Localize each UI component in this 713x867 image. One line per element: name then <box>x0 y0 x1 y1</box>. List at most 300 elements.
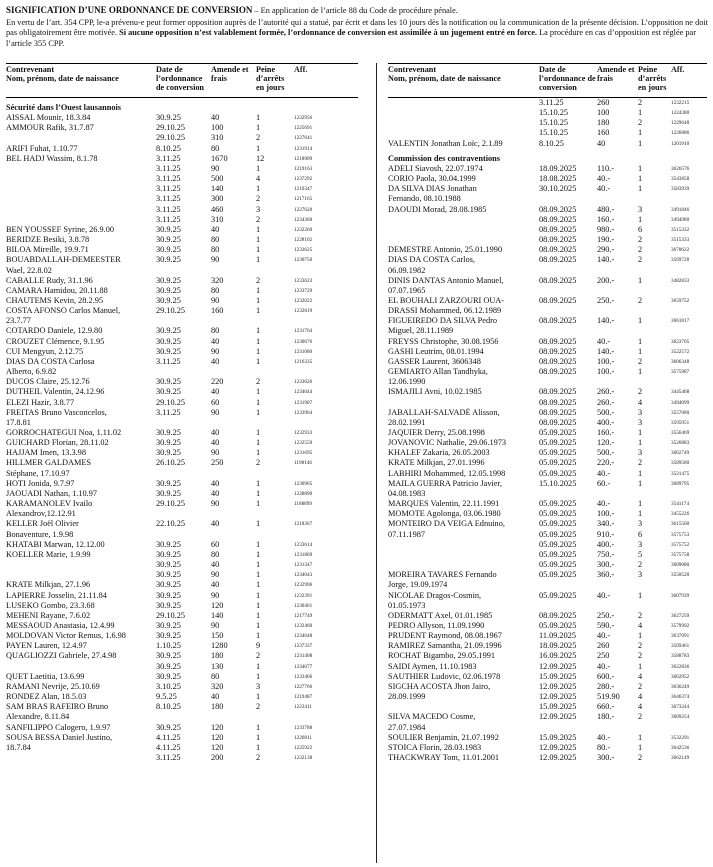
fine-amount: 280.- <box>597 681 615 691</box>
fine-amount: 80 <box>211 549 220 559</box>
detention-days: 1 <box>256 610 261 620</box>
offender-name: Stéphane, 17.10.97 <box>6 468 70 478</box>
detention-days: 1 <box>638 661 643 671</box>
table-row <box>388 98 707 108</box>
case-number: 3445468 <box>671 389 690 396</box>
fine-amount: 140.- <box>597 346 615 356</box>
table-row <box>388 108 707 118</box>
order-date: 05.09.2025 <box>539 428 577 437</box>
table-row <box>388 326 707 336</box>
offender-name: RAMANI Nevrije, 25.10.69 <box>6 681 100 691</box>
offender-name: KHATABI Marwan, 12.12.00 <box>6 539 105 549</box>
left-column <box>6 63 358 763</box>
table-row <box>6 702 358 712</box>
table-row <box>6 306 358 316</box>
detention-days: 1 <box>256 499 261 509</box>
table-row <box>6 347 358 357</box>
offender-name: CABALLE Rudy, 31.1.96 <box>6 275 93 285</box>
order-date: 08.09.2025 <box>539 387 577 397</box>
detention-days: 2 <box>256 194 261 204</box>
table-row <box>6 743 358 753</box>
detention-days <box>253 367 294 377</box>
detention-days <box>635 601 671 611</box>
offender-name: HAJJAM Imen, 13.3.98 <box>6 448 86 458</box>
detention-days: 2 <box>256 753 261 762</box>
order-date: 30.9.25 <box>156 224 181 234</box>
order-date: 15.09.2025 <box>539 702 577 712</box>
table-row <box>388 540 707 550</box>
offender-name: DAOUDI Morad, 28.08.1985 <box>388 204 487 214</box>
order-date: 05.09.2025 <box>539 539 577 549</box>
fine-amount <box>597 326 635 336</box>
offender-name: KRATE Milkjan, 27.01.1996 <box>388 458 485 468</box>
offender-name: Jorge, 19.09.1974 <box>388 580 448 590</box>
detention-days: 1 <box>256 438 261 448</box>
case-number: 3609254 <box>671 714 690 721</box>
fine-amount: 250 <box>597 651 610 661</box>
case-number: 1232022 <box>294 297 313 304</box>
case-number: 1233623 <box>294 277 313 284</box>
left-rows <box>6 98 358 763</box>
detention-days: 1 <box>638 631 643 641</box>
order-date: 29.10.25 <box>156 397 186 407</box>
order-date: 4.11.25 <box>156 742 181 752</box>
order-date: 30.9.25 <box>156 428 181 437</box>
table-row <box>6 560 358 570</box>
case-number: 3637091 <box>671 633 690 640</box>
notice-header <box>6 5 708 49</box>
table-row <box>388 692 707 702</box>
fine-amount: 310 <box>211 133 224 143</box>
table-row <box>388 479 707 489</box>
case-number: 1232215 <box>671 100 690 106</box>
case-number: 1232819 <box>294 308 313 315</box>
table-row <box>6 651 358 661</box>
table-row <box>6 398 358 408</box>
fine-amount: 519.90 <box>597 692 620 702</box>
offender-name: DINIS DANTAS Antonio Manuel, <box>388 275 504 285</box>
case-number: 3673244 <box>671 704 690 711</box>
detention-days: 1 <box>256 143 261 153</box>
table-row <box>388 128 707 138</box>
table-row <box>6 255 358 265</box>
detention-days: 6 <box>638 529 643 539</box>
detention-days: 1 <box>638 346 643 356</box>
case-number: 3579992 <box>671 622 690 629</box>
offender-name <box>6 570 156 580</box>
order-date: 05.09.2025 <box>539 529 577 539</box>
offender-name: DRASSI Mohammed, 06.12.1989 <box>388 306 502 316</box>
case-number: 1227620 <box>294 206 313 213</box>
order-date: 08.09.2025 <box>539 224 577 234</box>
detention-days: 1 <box>256 620 261 630</box>
fine-amount: 40 <box>211 488 220 498</box>
table-row <box>6 479 358 489</box>
fine-amount: 90 <box>211 346 220 356</box>
table-row <box>388 611 707 621</box>
offender-name: FREYSS Christophe, 30.08.1956 <box>388 336 499 346</box>
detention-days: 4 <box>638 702 643 712</box>
table-row <box>388 743 707 753</box>
fine-amount: 180 <box>211 651 224 661</box>
detention-days <box>635 580 671 590</box>
fine-amount: 250.- <box>597 295 615 305</box>
offender-name <box>6 215 156 225</box>
fine-amount: 750.- <box>597 549 615 559</box>
detention-days <box>253 530 294 540</box>
notice-title-suffix: – En application de l’article 88 du Code de procédure pénale. <box>252 6 458 15</box>
offender-name <box>388 398 539 408</box>
order-date: 15.09.2025 <box>539 671 577 681</box>
case-number: 1230905 <box>294 480 313 487</box>
case-number <box>294 509 354 519</box>
detention-days: 1 <box>256 235 261 245</box>
offender-name: MOLDOVAN Victor Remus, 1.6.98 <box>6 631 126 641</box>
offender-name: SANFILIPPO Calogero, 1.9.97 <box>6 722 111 732</box>
table-row <box>388 580 707 590</box>
fine-amount <box>211 316 253 326</box>
detention-days <box>253 418 294 428</box>
order-date: 30.9.25 <box>156 560 181 570</box>
offender-name: DUCOS Claire, 25.12.76 <box>6 377 90 387</box>
detention-days: 4 <box>638 692 643 702</box>
offender-name: EL BOUHALI ZARZOURI OUA- <box>388 295 505 305</box>
detention-days: 1 <box>638 128 643 138</box>
fine-amount: 160 <box>597 128 610 138</box>
fine-amount: 100 <box>211 123 224 133</box>
detention-days: 1 <box>256 549 261 559</box>
case-number: 3557080 <box>671 409 690 416</box>
case-number: 1233625 <box>294 247 313 254</box>
case-number: 3522572 <box>671 348 690 355</box>
order-date: 30.9.25 <box>156 671 181 681</box>
detention-days: 2 <box>256 377 261 387</box>
case-number: 1233614 <box>294 541 313 548</box>
offender-name: BOUABDALLAH-DEMEESTER <box>6 255 121 265</box>
case-number: 1233466 <box>294 673 313 680</box>
offender-name: 23.7.77 <box>6 316 31 326</box>
order-date: 29.10.25 <box>156 499 186 509</box>
offender-name: RONDEZ Alan, 18.5.03 <box>6 692 87 702</box>
order-date: 15.10.25 <box>539 128 569 138</box>
offender-name: DUTHEIL Valentin, 24.12.96 <box>6 387 105 397</box>
section-heading: Sécurité dans l’Ouest lausannois <box>6 103 122 112</box>
order-date: 08.09.2025 <box>539 214 577 224</box>
detention-days: 1 <box>256 326 261 336</box>
order-date: 08.09.2025 <box>539 610 577 620</box>
table-row <box>388 194 707 204</box>
offender-name: 17.8.81 <box>6 417 31 427</box>
fine-amount: 40 <box>211 478 220 488</box>
offender-name: KHALEF Zakaria, 26.05.2003 <box>388 448 490 458</box>
order-date <box>539 377 597 387</box>
case-number <box>671 601 707 611</box>
fine-amount <box>597 601 635 611</box>
offender-name: MEHENI Rayane, 7.6.02 <box>6 610 91 620</box>
table-row <box>6 438 358 448</box>
fine-amount: 40.- <box>597 184 611 194</box>
case-number <box>294 316 354 326</box>
offender-name: KARAMANOLEV Ivailo <box>6 499 93 509</box>
right-rows <box>388 98 707 763</box>
fine-amount: 320 <box>211 275 224 285</box>
table-row <box>6 235 358 245</box>
case-number: 1218909 <box>294 155 313 162</box>
order-date: 05.09.2025 <box>539 499 577 509</box>
table-row <box>388 631 707 641</box>
order-date: 30.9.25 <box>156 235 181 245</box>
order-date <box>156 418 211 428</box>
offender-name <box>6 194 156 204</box>
case-number: 3575753 <box>671 531 690 538</box>
order-date: 3.11.25 <box>156 194 181 204</box>
detention-days: 2 <box>638 753 643 762</box>
case-number: 1232260 <box>294 226 313 233</box>
detention-days: 1 <box>638 367 643 377</box>
offender-name: AISSAL Mounir, 18.3.84 <box>6 113 91 123</box>
order-date: 22.10.25 <box>156 519 186 529</box>
detention-days <box>635 489 671 499</box>
offender-name: SIGCHA ACOSTA Jhon Jairo, <box>388 681 491 691</box>
case-number: 1219163 <box>294 165 313 172</box>
order-date: 08.09.2025 <box>539 407 577 417</box>
fine-amount: 140 <box>211 184 224 194</box>
fine-amount: 90 <box>211 620 220 630</box>
order-date: 05.09.2025 <box>539 590 577 600</box>
case-number: 3662749 <box>671 450 690 457</box>
order-date: 12.09.2025 <box>539 692 577 702</box>
offender-name: BERIDZE Besiki, 3.8.78 <box>6 235 90 245</box>
offender-name: ODERMATT Axel, 01.01.1985 <box>388 610 493 620</box>
col-name-header: Contrevenant Nom, prénom, date de naissance <box>6 65 119 84</box>
case-number: 3589580 <box>671 460 690 467</box>
table-row <box>6 276 358 286</box>
table-row <box>388 641 707 651</box>
fine-amount <box>597 266 635 276</box>
table-row <box>6 540 358 550</box>
offender-name: ROCHAT Bigambo, 29.05.1991 <box>388 651 496 661</box>
offender-name <box>6 205 156 215</box>
fine-amount: 290.- <box>597 245 615 255</box>
fine-amount: 120.- <box>597 438 615 448</box>
offender-name <box>388 128 539 138</box>
case-number: 1234648 <box>294 633 313 640</box>
detention-days <box>253 316 294 326</box>
fine-amount: 260 <box>597 641 610 651</box>
case-number: 3595951 <box>671 419 690 426</box>
offender-name: BEL HADJ Wassim, 8.1.78 <box>6 153 98 163</box>
offender-name: 07.07.1965 <box>388 285 426 295</box>
case-number: 1225691 <box>294 125 313 132</box>
order-date: 12.09.2025 <box>539 742 577 752</box>
case-number: 1233964 <box>294 409 313 416</box>
fine-amount: 1670 <box>211 153 228 163</box>
fine-amount: 120 <box>211 732 224 742</box>
offender-name: Fernando, 08.10.1988 <box>388 194 461 204</box>
case-number: 1231695 <box>294 450 313 457</box>
order-date: 30.9.25 <box>156 620 181 630</box>
table-row <box>388 225 707 235</box>
offender-name: Miguel, 28.11.1989 <box>388 326 454 336</box>
order-date <box>539 194 597 204</box>
offender-name: 27.07.1984 <box>388 722 426 732</box>
fine-amount: 80 <box>211 245 220 255</box>
case-number: 1229648 <box>671 120 690 127</box>
table-row <box>388 662 707 672</box>
detention-days: 2 <box>638 560 643 570</box>
order-date: 29.10.25 <box>156 133 186 143</box>
detention-days: 1 <box>256 255 261 265</box>
detention-days <box>635 723 671 733</box>
case-number: 1210347 <box>294 186 313 193</box>
col-date-header: Date de l’ordonnance de conversion <box>156 65 204 93</box>
detention-days: 1 <box>638 438 643 448</box>
detention-days: 2 <box>256 651 261 661</box>
fine-amount: 40.- <box>597 499 611 509</box>
table-row <box>388 672 707 682</box>
detention-days: 1 <box>256 448 261 458</box>
fine-amount: 40 <box>211 692 220 702</box>
fine-amount: 120 <box>211 600 224 610</box>
fine-amount: 300 <box>211 194 224 204</box>
offender-name: PEDRO Allyson, 11.09.1990 <box>388 620 485 630</box>
offender-name: GEMIARTO Allan Tandhyka, <box>388 367 488 377</box>
table-row <box>6 113 358 123</box>
detention-days: 1 <box>256 570 261 580</box>
case-number: 1231869 <box>294 551 313 558</box>
fine-amount: 40 <box>211 438 220 448</box>
offender-name <box>6 174 156 184</box>
table-row <box>6 692 358 702</box>
table-row <box>6 194 358 204</box>
order-date: 30.9.25 <box>156 651 181 661</box>
order-date: 30.9.25 <box>156 285 181 295</box>
offender-name <box>388 560 539 570</box>
table-row <box>6 601 358 611</box>
detention-days: 1 <box>638 478 643 488</box>
case-number: 3556469 <box>671 430 690 436</box>
order-date: 30.9.25 <box>156 549 181 559</box>
case-number: 3575987 <box>671 369 690 376</box>
detention-days: 1 <box>256 742 261 752</box>
detention-days: 1 <box>256 397 261 407</box>
order-date: 3.10.25 <box>156 681 181 691</box>
order-date: 08.09.2025 <box>539 235 577 245</box>
table-row <box>6 723 358 733</box>
order-date: 29.10.25 <box>156 123 186 133</box>
detention-days: 3 <box>638 570 643 580</box>
fine-amount: 40 <box>211 356 220 366</box>
detention-days: 1 <box>256 732 261 742</box>
table-row <box>388 215 707 225</box>
offender-name: ISMAJILI Avni, 10.02.1985 <box>388 387 482 397</box>
order-date: 18.09.2025 <box>539 641 577 651</box>
order-date <box>539 723 597 733</box>
table-row <box>388 550 707 560</box>
detention-days: 2 <box>638 295 643 305</box>
right-column <box>388 63 707 763</box>
order-date <box>156 712 211 722</box>
offender-name: CAMARA Hamidou, 20.11.88 <box>6 285 108 295</box>
offender-name: SAIDI Aymen, 11.10.1983 <box>388 661 477 671</box>
order-date: 05.09.2025 <box>539 438 577 448</box>
order-date <box>156 469 211 479</box>
case-number: 3550520 <box>671 572 690 579</box>
offender-name <box>6 753 156 763</box>
detention-days: 1 <box>256 295 261 305</box>
detention-days <box>635 306 671 316</box>
detention-days: 1 <box>638 138 643 148</box>
fine-amount: 160 <box>211 306 224 316</box>
case-number: 1231080 <box>294 348 313 355</box>
case-number: 1232391 <box>294 592 313 599</box>
detention-days <box>253 266 294 276</box>
fine-amount: 80.- <box>597 742 611 752</box>
fine-amount: 60 <box>211 397 220 407</box>
detention-days: 1 <box>256 590 261 600</box>
table-row <box>388 255 707 265</box>
order-date: 3.11.25 <box>156 153 181 163</box>
fine-amount <box>597 286 635 296</box>
offender-name: SAM BRAS RAFEIRO Bruno <box>6 702 109 712</box>
table-row <box>6 641 358 651</box>
detention-days <box>635 377 671 387</box>
fine-amount: 80 <box>211 671 220 681</box>
detention-days: 1 <box>256 184 261 194</box>
detention-days: 1 <box>638 590 643 600</box>
case-number: 3482833 <box>671 277 690 284</box>
detention-days: 1 <box>638 468 643 478</box>
offender-name: PRUDENT Raymond, 08.08.1967 <box>388 631 502 641</box>
order-date: 30.9.25 <box>156 722 181 732</box>
offender-name: MAILA GUERRA Patricio Javier, <box>388 478 502 488</box>
offender-name: JABALLAH-SALVADÉ Alisson, <box>388 407 500 417</box>
table-row <box>388 702 707 712</box>
detention-days: 1 <box>256 224 261 234</box>
fine-amount: 180 <box>597 118 610 128</box>
case-number: 1232996 <box>294 582 313 589</box>
case-number: 3622836 <box>671 663 690 670</box>
order-date: 12.09.2025 <box>539 712 577 722</box>
case-number: 3491846 <box>671 206 690 213</box>
offender-name: Bonaventure, 1.9.98 <box>6 529 74 539</box>
fine-amount: 250.- <box>597 610 615 620</box>
fine-amount: 80 <box>211 235 220 245</box>
table-row <box>6 174 358 184</box>
table-row <box>6 245 358 255</box>
offender-name: JAQUIER Derry, 25.08.1998 <box>388 428 485 437</box>
table-row <box>6 428 358 438</box>
detention-days: 3 <box>638 407 643 417</box>
case-number: 1232559 <box>294 440 313 447</box>
detention-days: 3 <box>638 417 643 427</box>
table-row <box>6 448 358 458</box>
table-row <box>388 398 707 408</box>
fine-amount: 310 <box>211 214 224 224</box>
offender-name: ARIFI Fuhat, 1.10.77 <box>6 143 78 153</box>
detention-days: 2 <box>638 458 643 468</box>
order-date: 05.09.2025 <box>539 620 577 630</box>
notice-body <box>6 18 708 49</box>
case-number <box>671 489 707 499</box>
case-number: 3626576 <box>671 165 690 172</box>
order-date <box>539 286 597 296</box>
detention-days: 2 <box>256 702 261 712</box>
fine-amount <box>597 194 635 204</box>
detention-days: 2 <box>638 356 643 366</box>
fine-amount: 500 <box>211 174 224 184</box>
case-number: 3670622 <box>671 247 690 254</box>
